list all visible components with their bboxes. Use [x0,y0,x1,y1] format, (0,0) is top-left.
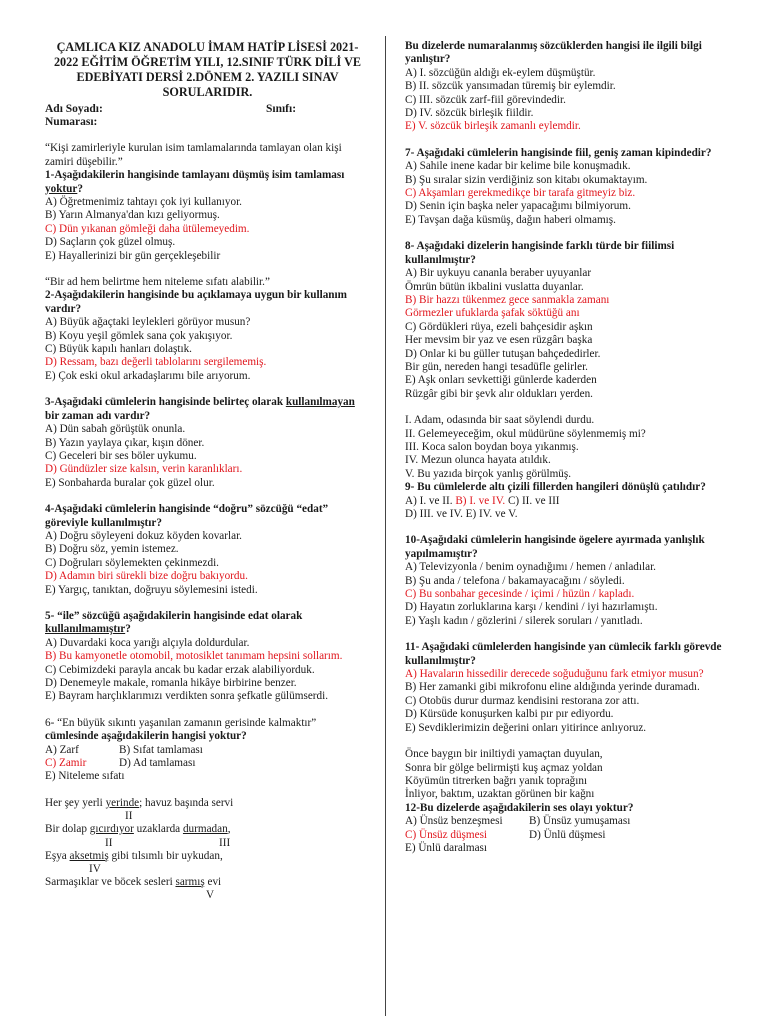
option-d-answer: D) Gündüzler size kalsın, verin karanlıkları. [45,463,243,476]
stem-part: ? [77,182,83,195]
option-a: A) Televizyonla / benim oynadığımı / hemen / anladılar. [405,561,656,574]
stem-underline: yoktur [45,182,78,195]
sentence-3: III. Koca salon boydan boya yıkanmış. [405,440,579,453]
poem2-line-1: Önce baygın bir iniltiydi yamaçtan duyulan, [405,748,603,761]
options-line-2: D) III. ve IV. E) IV. ve V. [405,508,518,520]
option-b: B) Şu sıralar sizin verdiğiniz son kitabı okumaktayım. [405,173,648,186]
poem2-line-3: Köyümün titrerken bağrı yanık toprağını [405,774,588,787]
sentence-4: IV. Mezun olunca hayata atıldık. [405,454,551,467]
option-e: E) Sevdiklerimizin değerini onları yitirince anlıyoruz. [405,721,647,734]
options-line-1 [405,495,727,508]
stem-part: 3-Aşağıdaki cümlelerin hangisinde belirteç olarak [45,396,286,409]
option-a: A) Büyük ağaçtaki leylekleri görüyor musun? [45,316,251,329]
option-b: B) Şu anda / telefona / bakamayacağını / söyledi. [405,574,625,587]
option-a: A) Zarf [45,743,79,756]
stem-part: 1-Aşağıdakilerin hangisinde tamlayanı düşmüş isim tamlaması [45,169,345,182]
option-b: B) Doğru söz, yemin istemez. [45,543,179,556]
student-info [45,102,370,129]
roman-row-1: II [125,810,133,823]
poem-block [45,797,370,903]
option-b-answer-line-1: B) Bir hazzı tükenmez gece sanmakla zamanı [405,293,610,306]
stem-underline: kullanılmayan [285,396,355,409]
question-2 [45,289,370,383]
question-stem: 9- Bu cümlelerde altı çizili fillerden hangileri dönüşlü çatılıdır? [405,481,706,494]
intro-text-1: “Kişi zamirleriyle kurulan isim tamlamalarında tamlayan olan kişi zamiri düşebilir.” [45,142,342,168]
option-e: E) Çok eski okul arkadaşlarımı bile arıyorum. [45,369,251,382]
option-a: A) I. sözcüğün aldığı ek-eylem düşmüştür. [405,66,596,79]
option-c: C) Büyük kapılı hanları dolaştık. [45,343,192,356]
option-c: C) Cebimizdeki parayla ancak bu kadar erzak alabiliyorduk. [45,663,315,676]
poem-line-3: Eşya aksetmiş gibi tılsımlı bir uykudan, [45,849,223,862]
option-d-line-2: Bir gün, nereden hangi tesadüfle gelirler. [405,360,588,373]
option-a: A) I. ve II. [405,494,456,507]
option-e: E) Tavşan dağa küsmüş, dağın haberi olmamış. [405,213,616,226]
options-row-cd [405,829,727,842]
poem-block-2 [405,748,727,802]
option-b: B) Sıfat tamlaması [119,743,203,756]
question-stem: 8- Aşağıdaki dizelerin hangisinde farklı türde bir fiilimsi kullanılmıştır? [405,240,675,266]
option-b: B) Her zamanki gibi mikrofonu eline aldığında yerinde duramadı. [405,681,700,694]
stem-part: ? [125,623,131,636]
option-d: D) Hayatın zorluklarına karşı / kendini / iyi hazırlamıştı. [405,601,658,614]
option-b: B) Koyu yeşil gömlek sana çok yakışıyor. [45,329,233,342]
question-stem [45,396,370,423]
option-e-line-1: E) Aşk onları sevkettiği günlerde kaderden [405,374,597,387]
option-c-answer: C) Bu sonbahar gecesinde / içimi / hüzün / kapladı. [405,588,635,601]
option-c-line-1: C) Gördükleri rüya, ezeli bahçesidir aşkın [405,320,593,333]
options-row-cd [45,757,370,770]
option-b-answer-line-2: Görmezler ufuklarda şafak söktüğü anı [405,307,580,320]
sentence-2: II. Gelemeyeceğim, okul müdürüne söylenmemiş mi? [405,427,646,440]
poem-line-1: Her şey yerli yerinde; havuz başında servi [45,796,234,809]
roman-row-2: II III [105,836,231,849]
option-b-answer: B) I. ve IV. [455,494,506,507]
option-c: C) Otobüs durur durmaz kendisini restorana zor attı. [405,694,640,707]
stem-part: 5- “ile” sözcüğü aşağıdakilerin hangisinde edat olarak [45,609,303,622]
option-d: D) Ünlü düşmesi [529,828,606,841]
right-column [405,40,727,855]
option-a-line-2: Ömrün bütün ikbalini vuslatta duyanlar. [405,280,584,293]
option-b: B) Yarın Almanya'dan kızı geliyormuş. [45,209,220,222]
option-c-answer: C) Zamir [45,757,87,770]
sentence-5: V. Bu yazıda birçok yanlış görülmüş. [405,467,572,480]
question-stem: 10-Aşağıdaki cümlelerin hangisinde ögelere ayırmada yanlışlık yapılmamıştır? [405,534,705,560]
option-a: A) Ünsüz benzeşmesi [405,815,503,828]
option-a-answer: A) Havaların hissedilir derecede soğuduğunu fark etmiyor musun? [405,668,704,681]
exam-title: ÇAMLICA KIZ ANADOLU İMAM HATİP LİSESİ 2021-2022 EĞİTİM ÖĞRETİM YILI, 12.SINIF TÜRK DİLİ VE EDEBİYATI DERSİ 2.DÖNEM 2. YAZILI SINAV SORULARIDIR. [53,40,362,99]
question-10 [405,534,727,628]
option-d: D) Kürsüde konuşurken kalbi pır pır ediyordu. [405,708,614,721]
option-d: D) Saçların çok güzel olmuş. [45,236,176,249]
intro-text-2: “Bir ad hem belirtme hem niteleme sıfatı alabilir.” [45,276,270,289]
option-c-answer: C) Ünsüz düşmesi [405,828,488,841]
option-b: B) II. sözcük yansımadan türemiş bir eylemdir. [405,80,616,93]
option-b-answer: B) Bu kamyonetle otomobil, motosiklet tanımam hepsini sollarım. [45,650,343,663]
poem-line-2: Bir dolap gıcırdıyor uzaklarda durmadan, [45,823,231,836]
question-11 [405,641,727,735]
question-12 [405,802,727,856]
option-d-line-1: D) Onlar ki bu güller tutuşan bahçededirler. [405,347,601,360]
option-b: B) Yazın yaylaya çıkar, kışın döner. [45,436,205,449]
question-stem: 11- Aşağıdaki cümlelerden hangisinde yan cümlecik farklı görevde kullanılmıştır? [405,641,722,667]
numbered-sentences [405,414,727,481]
question-5 [45,610,370,704]
stem-part: bir zaman adı vardır? [45,409,151,422]
left-column [45,40,370,902]
option-c: C) II. ve III [505,494,560,507]
stem-part: 6- “En büyük sıkıntı yaşanılan zamanın gerisinde kalmaktır” [45,716,317,729]
poem2-line-4: İnliyor, baktım, uzaktan görünen bir kağnı [405,788,595,801]
option-e: E) Yargıç, tanıktan, doğruyu söylemesini istedi. [45,583,258,596]
option-e: E) Ünlü daralması [405,841,488,854]
roman-row-3: IV [89,863,101,876]
question-4 [45,503,370,597]
option-e: E) Yaşlı kadın / gözlerini / silerek soruları / yanıtladı. [405,614,643,627]
option-a-line-1: A) Bir uykuyu cananla beraber uyuyanlar [405,267,592,280]
question-7 [405,147,727,227]
option-e-line-2: Rüzgâr gibi bir şevk alır oldukları yerden. [405,387,593,400]
number-label: Numarası: [45,116,98,129]
option-b: B) Ünsüz yumuşaması [529,815,631,828]
question-1 [45,169,370,263]
question-9 [405,481,727,521]
question-stem [45,169,370,196]
question-6 [45,717,370,784]
question-stem: 2-Aşağıdakilerin hangisinde bu açıklamaya uygun bir kullanım vardır? [45,289,347,315]
poem2-line-2: Sonra bir gölge belirmişti kuş açmaz yoldan [405,761,603,774]
sentence-1: I. Adam, odasında bir saat söylendi durdu. [405,414,595,427]
question-stem: 7- Aşağıdaki cümlelerin hangisinde fiil, geniş zaman kipindedir? [405,146,712,159]
option-c-answer: C) Akşamları gerekmedikçe bir tarafa gitmeyiz biz. [405,187,636,200]
stem-bold: cümlesinde aşağıdakilerin hangisi yoktur? [45,730,247,743]
option-c: C) Geceleri bir ses böler uykumu. [45,449,197,462]
name-label: Adı Soyadı: [45,103,103,115]
option-e: E) Bayram harçlıklarımızı verdikten sonra şefkatle gülümserdi. [45,690,329,703]
option-d: D) Senin için başka neler yapacağımı bilmiyorum. [405,200,631,213]
option-a: A) Öğretmenimiz tahtayı çok iyi kullanıyor. [45,196,242,209]
question-stem [45,610,370,637]
option-a: A) Sahile inene kadar bir kelime bile konuşmadık. [405,160,631,173]
question-8 [405,240,727,401]
question-stem: 12-Bu dizelerde aşağıdakilerin ses olayı yoktur? [405,801,634,814]
name-class-row [45,102,370,115]
option-e: E) Sonbaharda buralar çok güzel olur. [45,476,215,489]
poem-line-4: Sarmaşıklar ve böcek sesleri sarmış evi [45,876,222,889]
question-stem: Bu dizelerde numaralanmış sözcüklerden hangisi ile ilgili bilgi yanlıştır? [405,40,702,66]
question-dize [405,40,727,134]
question-stem [45,717,370,744]
column-divider [385,36,386,1016]
option-c-line-2: Her mevsim bir yaz ve esen rüzgârı başka [405,334,593,347]
options-row-ab [45,744,370,757]
option-a: A) Doğru söyleyeni dokuz köyden kovarlar. [45,529,242,542]
option-d: D) Denemeyle makale, romanla hikâye birbirine benzer. [45,677,297,690]
stem-underline: kullanılmamıştır [45,623,126,636]
option-a: A) Duvardaki koca yarığı alçıyla doldurdular. [45,636,250,649]
option-e-answer: E) V. sözcük birleşik zamanlı eylemdir. [405,120,581,133]
class-label: Sınıfı: [266,103,297,115]
option-e: E) Hayallerinizi bir gün gerçekleşebilir [45,249,221,262]
options-row-ab [405,815,727,828]
option-c: C) III. sözcük zarf-fiil görevindedir. [405,93,566,106]
option-c-answer: C) Dün yıkanan gömleği daha ütülemeyedim. [45,222,250,235]
option-d: D) IV. sözcük birleşik fiildir. [405,107,534,120]
option-e: E) Niteleme sıfatı [45,770,125,783]
option-d: D) Ad tamlaması [119,757,196,770]
option-c: C) Doğruları söylemekten çekinmezdi. [45,556,219,569]
question-stem: 4-Aşağıdaki cümlelerin hangisinde “doğru” sözcüğü “edat” göreviyle kullanılmıştır? [45,503,329,529]
question-3 [45,396,370,490]
roman-row-4: V [206,889,215,902]
option-d-answer: D) Ressam, bazı değerli tablolarını sergilememiş. [45,356,267,369]
option-a: A) Dün sabah görüştük onunla. [45,423,186,436]
option-d-answer: D) Adamın biri sürekli bize doğru bakıyordu. [45,570,248,583]
